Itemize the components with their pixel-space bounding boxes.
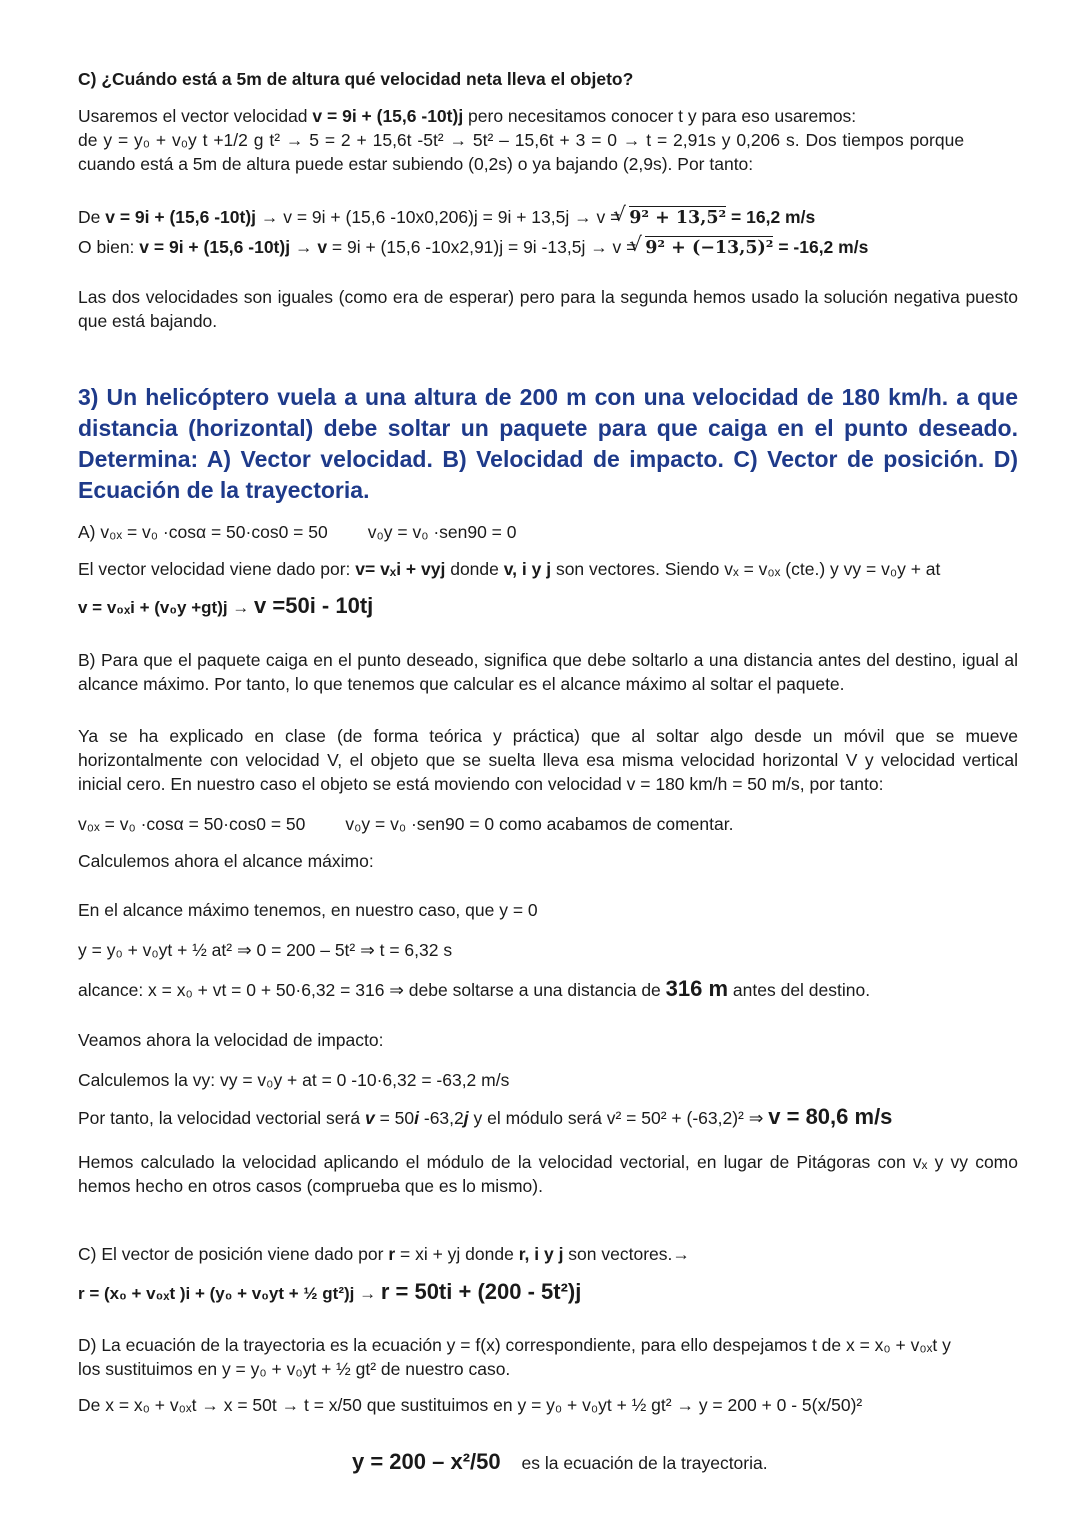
text: O bien: — [78, 237, 140, 257]
text: antes del destino. — [728, 980, 871, 1000]
part-a-line2 — [78, 557, 1018, 581]
velocity-def: v= vₓi + vyj — [355, 559, 446, 579]
text: es la ecuación de la trayectoria. — [516, 1452, 768, 1473]
formula: v = v₀ₓi + (v₀y +gt)j → — [78, 598, 255, 617]
text: → v = 9i + (15,6 -10x0,206)j = 9i + 13,5j → v = — [256, 207, 626, 227]
impact-velocity-result: v = 80,6 m/s — [768, 1104, 893, 1129]
part-b-line-g: Veamos ahora la velocidad de impacto: — [78, 1030, 384, 1050]
root-content: 9² + 13,5² — [629, 208, 727, 228]
text: pero necesitamos conocer t y para eso usaremos: — [463, 106, 857, 126]
velocity-formula: v = 9i + (15,6 -10t)j — [105, 207, 257, 227]
velocity-vector: v = 9i + (15,6 -10t)j — [312, 106, 464, 126]
v-symbol: v — [317, 237, 328, 257]
part-a-line3 — [78, 594, 1018, 620]
paragraph-c-line3: cuando está a 5m de altura puede estar subiendo (0,2s) o ya bajando (2,9s). Por tanto: — [78, 154, 754, 174]
part-b-paragraph-3: Hemos calculado la velocidad aplicando el módulo de la velocidad vectorial, en lugar de Pitágoras con vₓ y vy como hemos hecho en otros casos (comprueba que es lo mismo). — [78, 1152, 1018, 1196]
i-symbol: i — [414, 1108, 419, 1128]
part-b-line-c: Calculemos ahora el alcance máximo: — [78, 851, 374, 871]
vectors: r, i y j — [518, 1244, 564, 1264]
distance-result: 316 m — [665, 976, 729, 1001]
equation-line-1 — [78, 205, 1018, 230]
j-symbol: j — [463, 1108, 469, 1128]
part-b-paragraph-2: Ya se ha explicado en clase (de forma teórica y práctica) que al soltar algo desde un móvil que se mueve horizontalmente con velocidad V, el objeto que se suelta lleva esa misma velocidad horizontal V y velocidad vertical inicial cero. En nuestro caso el objeto se está moviendo con velocidad v = 180 km/h = 50 m/s, por tanto: — [78, 726, 1018, 794]
text: De — [78, 207, 106, 227]
position-result: r = 50ti + (200 - 5t²)j — [380, 1279, 582, 1304]
result: = -16,2 m/s — [773, 237, 869, 257]
text: v₀ₓ = v₀ ·cosα = 50·cos0 = 50 — [78, 814, 306, 834]
equation-line-2 — [78, 235, 1018, 260]
result: = 16,2 m/s — [726, 207, 816, 227]
r-symbol: r — [388, 1244, 396, 1264]
vectors: v, i y j — [503, 559, 552, 579]
part-a-line1 — [78, 520, 1018, 544]
paragraph-c-line2: de y = y₀ + v₀y t +1/2 g t² → 5 = 2 + 15,6t -5t² → 5t² – 15,6t + 3 = 0 → t = 2,91s y 0,206 s. Dos tiempos porque — [78, 130, 965, 150]
part-c-line1 — [78, 1242, 1018, 1266]
text: Usaremos el vector velocidad — [78, 106, 313, 126]
formula: r = (x₀ + v₀ₓt )i + (y₀ + v₀yt + ½ gt²)j → — [78, 1284, 381, 1303]
question-c: C) ¿Cuándo está a 5m de altura qué velocidad neta lleva el objeto? — [78, 69, 634, 89]
trajectory-result: y = 200 – x²/50 — [352, 1448, 501, 1474]
paragraph-c-line1 — [78, 104, 1018, 128]
part-c-line2 — [78, 1280, 1018, 1306]
text: = xi + yj donde — [395, 1244, 519, 1264]
text: = 9i + (15,6 -10x2,91)j = 9i -13,5j → v = — [327, 237, 642, 257]
text: donde — [445, 559, 504, 579]
text: son vectores.→ — [563, 1244, 690, 1264]
velocity-formula: v = 9i + (15,6 -10t)j — [139, 237, 291, 257]
root-content: 9² + (−13,5)² — [645, 238, 774, 258]
text: C) El vector de posición viene dado por — [78, 1244, 389, 1264]
part-d-line2: los sustituimos en y = y₀ + v₀yt + ½ gt² de nuestro caso. — [78, 1359, 511, 1379]
text: Por tanto, la velocidad vectorial será — [78, 1108, 365, 1128]
v-symbol: v — [364, 1108, 375, 1128]
trajectory-equation — [352, 1447, 768, 1478]
part-b-line-f — [78, 977, 1018, 1002]
text: alcance: x = x₀ + vt = 0 + 50·6,32 = 316 ⇒ debe soltarse a una distancia de — [78, 980, 666, 1000]
part-b-line-a — [78, 812, 1018, 836]
part-b-paragraph-1: B) Para que el paquete caiga en el punto deseado, significa que debe soltarlo a una distancia antes del destino, igual al alcance máximo. Por tanto, lo que tenemos que calcular es el alcance máximo al soltar el paquete. — [78, 650, 1018, 694]
part-d-line3: De x = x₀ + v₀ₓt → x = 50t → t = x/50 que sustituimos en y = y₀ + v₀yt + ½ gt² → y = 200 + 0 - 5(x/50)² — [78, 1395, 863, 1415]
part-b-line-h: Calculemos la vy: vy = v₀y + at = 0 -10·6,32 = -63,2 m/s — [78, 1070, 510, 1090]
problem-3-heading: 3) Un helicóptero vuela a una altura de 200 m con una velocidad de 180 km/h. a que distancia (horizontal) debe soltar un paquete para que caiga en el punto deseado. Determina: A) Vector velocidad. B) Velocidad de impacto. C) Vector de posición. D) Ecuación de la trayectoria. — [78, 384, 1018, 503]
text: y el módulo será v² = 50² + (-63,2)² ⇒ — [468, 1108, 769, 1128]
text: A) v₀ₓ = v₀ ·cosα = 50·cos0 = 50 — [78, 522, 328, 542]
part-b-line-i — [78, 1105, 1018, 1130]
paragraph-c-conclusion: Las dos velocidades son iguales (como era de esperar) pero para la segunda hemos usado la solución negativa puesto que está bajando. — [78, 287, 1018, 331]
text: v₀y = v₀ ·sen90 = 0 como acabamos de comentar. — [345, 814, 734, 834]
square-root — [641, 235, 773, 260]
text: El vector velocidad viene dado por: — [78, 559, 356, 579]
part-d-line1: D) La ecuación de la trayectoria es la ecuación y = f(x) correspondiente, para ello despejamos t de x = x₀ + v₀ₓt y — [78, 1335, 951, 1355]
square-root — [625, 205, 726, 230]
velocity-result: v =50i - 10tj — [254, 593, 374, 618]
text: -63,2 — [419, 1108, 464, 1128]
text: v₀y = v₀ ·sen90 = 0 — [367, 522, 517, 542]
part-b-line-e: y = y₀ + v₀yt + ½ at² ⇒ 0 = 200 – 5t² ⇒ t = 6,32 s — [78, 940, 453, 960]
text: → — [290, 237, 318, 257]
part-b-line-d: En el alcance máximo tenemos, en nuestro caso, que y = 0 — [78, 900, 538, 920]
text: son vectores. Siendo vₓ = v₀ₓ (cte.) y vy = v₀y + at — [551, 559, 941, 579]
text: = 50 — [374, 1108, 415, 1128]
